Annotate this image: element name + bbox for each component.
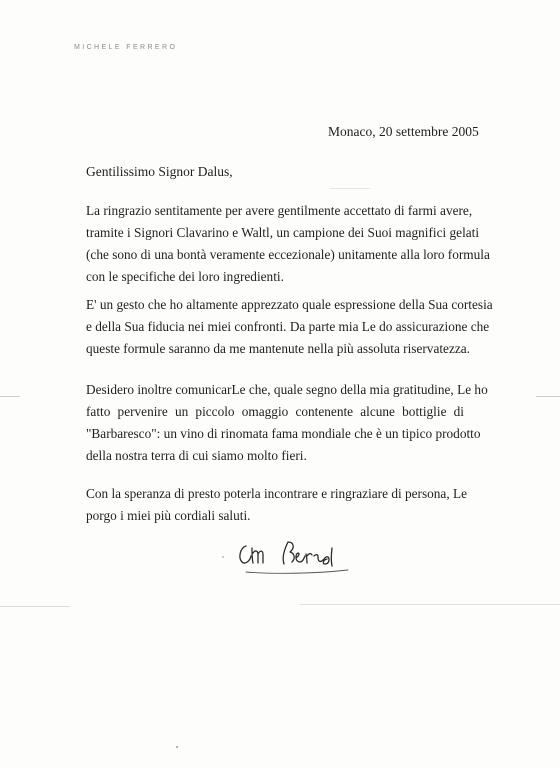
letter-date: Monaco, 20 settembre 2005 (328, 124, 479, 139)
scan-speck (176, 746, 178, 748)
scan-line (0, 396, 20, 397)
letterhead-name: MICHELE FERRERO (74, 44, 178, 51)
paragraph-line: E' un gesto che ho altamente apprezzato quale espressione della Sua cortesia (86, 297, 493, 312)
scan-line (300, 604, 560, 605)
scan-line (330, 188, 370, 189)
paragraph-line: Con la speranza di presto poterla incontrare e ringraziare di persona, Le (86, 486, 468, 501)
paragraph-3 (86, 379, 488, 467)
paragraph-line: La ringrazio sentitamente per avere gentilmente accettato di farmi avere, (86, 203, 473, 218)
paragraph-line: con le specifiche dei loro ingredienti. (86, 269, 284, 284)
scan-speck (222, 556, 224, 558)
paragraph-4 (86, 483, 468, 527)
paragraph-line: (che sono di una bontà veramente eccezionale) unitamente alla loro formula (86, 247, 490, 262)
paragraph-line: della nostra terra di cui siamo molto fieri. (86, 448, 307, 463)
handwritten-signature (232, 528, 352, 580)
scan-line (536, 396, 560, 397)
paragraph-1 (86, 200, 490, 288)
paragraph-line: queste formule saranno da me mantenute nella più assoluta riservatezza. (86, 341, 470, 356)
scan-line (0, 606, 70, 607)
paragraph-line: fatto pervenire un piccolo omaggio contenente alcune bottiglie di (86, 404, 464, 419)
paragraph-line: tramite i Signori Clavarino e Waltl, un campione dei Suoi magnifici gelati (86, 225, 480, 240)
paragraph-2 (86, 294, 493, 360)
paragraph-line: e della Sua fiducia nei miei confronti. Da parte mia Le do assicurazione che (86, 319, 490, 334)
paragraph-line: "Barbaresco": un vino di rinomata fama mondiale che è un tipico prodotto (86, 426, 481, 441)
letter-salutation: Gentilissimo Signor Dalus, (86, 164, 233, 179)
paragraph-line: porgo i miei più cordiali saluti. (86, 508, 251, 523)
paragraph-line: Desidero inoltre comunicarLe che, quale segno della mia gratitudine, Le ho (86, 382, 488, 397)
